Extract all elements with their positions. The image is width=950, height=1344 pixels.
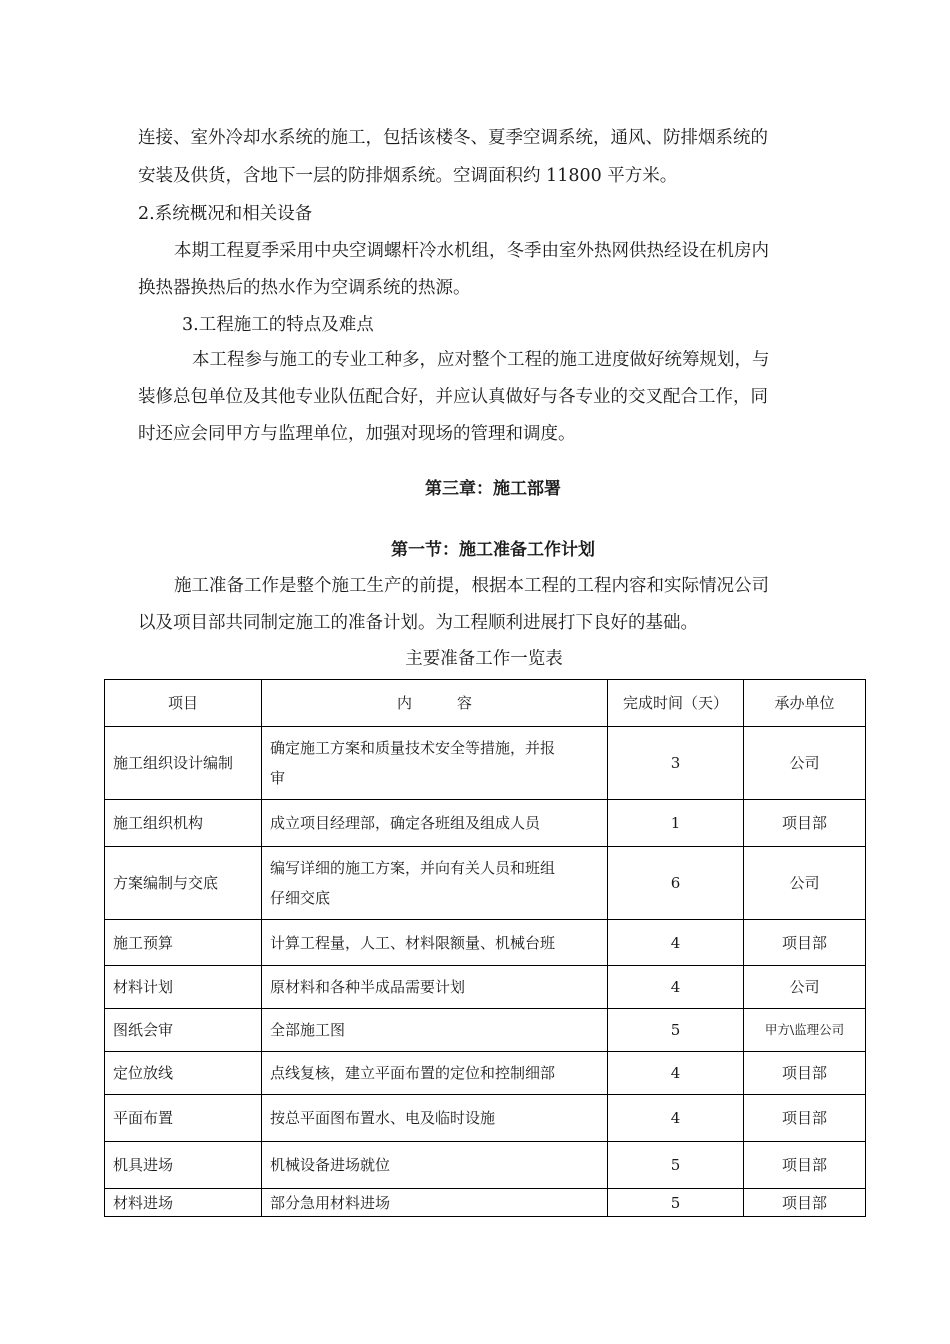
paragraph-line: 换热器换热后的热水作为空调系统的热源。 [138,278,471,298]
table-caption: 主要准备工作一览表 [405,649,563,669]
cell-days: 4 [608,920,744,966]
cell-content: 点线复核，建立平面布置的定位和控制细部 [262,1052,608,1095]
cell-item: 方案编制与交底 [105,847,262,920]
header-content: 内 容 [262,680,608,727]
header-days: 完成时间（天） [608,680,744,727]
cell-days: 4 [608,1052,744,1095]
cell-item: 材料计划 [105,966,262,1009]
chapter-title: 第三章：施工部署 [425,479,561,499]
paragraph-line: 本期工程夏季采用中央空调螺杆冷水机组，冬季由室外热网供热经设在机房内 [174,241,769,261]
table-row [105,1009,866,1052]
cell-unit: 项目部 [744,1189,866,1217]
subheading-system-overview: 2.系统概况和相关设备 [138,204,313,224]
paragraph-line: 连接、室外冷却水系统的施工，包括该楼冬、夏季空调系统，通风、防排烟系统的 [138,128,768,148]
paragraph-line: 本工程参与施工的专业工种多，应对整个工程的施工进度做好统筹规划，与 [192,350,770,370]
cell-days: 6 [608,847,744,920]
cell-content [262,727,608,800]
cell-unit: 公司 [744,966,866,1009]
paragraph-line: 施工准备工作是整个施工生产的前提，根据本工程的工程内容和实际情况公司 [174,576,769,596]
cell-content: 按总平面图布置水、电及临时设施 [262,1095,608,1142]
cell-content: 部分急用材料进场 [262,1189,608,1217]
table-row [105,847,866,920]
paragraph-line: 以及项目部共同制定施工的准备计划。为工程顺利进展打下良好的基础。 [138,613,698,633]
preparation-work-table [104,679,866,1217]
table-row [105,800,866,847]
cell-item: 施工预算 [105,920,262,966]
cell-unit: 公司 [744,847,866,920]
table-row [105,966,866,1009]
cell-item: 施工组织机构 [105,800,262,847]
cell-days: 5 [608,1009,744,1052]
cell-content: 计算工程量，人工、材料限额量、机械台班 [262,920,608,966]
cell-unit: 项目部 [744,920,866,966]
cell-content: 原材料和各种半成品需要计划 [262,966,608,1009]
cell-unit: 甲方\监理公司 [744,1009,866,1052]
cell-item: 定位放线 [105,1052,262,1095]
table-row [105,1142,866,1189]
cell-item: 图纸会审 [105,1009,262,1052]
cell-unit: 项目部 [744,1052,866,1095]
paragraph-line: 装修总包单位及其他专业队伍配合好，并应认真做好与各专业的交叉配合工作，同 [138,387,768,407]
table-header-row [105,680,866,727]
cell-days: 5 [608,1142,744,1189]
table-row [105,727,866,800]
table-row [105,1095,866,1142]
subheading-construction-features: 3.工程施工的特点及难点 [182,315,374,335]
cell-days: 5 [608,1189,744,1217]
cell-unit: 公司 [744,727,866,800]
cell-content-line: 仔细交底 [270,889,331,907]
cell-content: 全部施工图 [262,1009,608,1052]
cell-unit: 项目部 [744,1095,866,1142]
cell-item: 机具进场 [105,1142,262,1189]
table-row [105,920,866,966]
cell-item: 材料进场 [105,1189,262,1217]
cell-days: 4 [608,966,744,1009]
cell-days: 3 [608,727,744,800]
paragraph-line: 安装及供货，含地下一层的防排烟系统。空调面积约 11800 平方米。 [138,166,678,186]
cell-days: 1 [608,800,744,847]
section-title: 第一节：施工准备工作计划 [391,540,595,560]
cell-content-line: 审 [270,769,286,787]
table-row [105,1052,866,1095]
cell-content-line: 编写详细的施工方案，并向有关人员和班组 [270,859,556,877]
cell-content: 机械设备进场就位 [262,1142,608,1189]
cell-content-line: 确定施工方案和质量技术安全等措施，并报 [270,739,556,757]
header-item: 项目 [105,680,262,727]
cell-item: 施工组织设计编制 [105,727,262,800]
cell-content: 成立项目经理部，确定各班组及组成人员 [262,800,608,847]
table-row [105,1189,866,1217]
paragraph-line: 时还应会同甲方与监理单位，加强对现场的管理和调度。 [138,424,576,444]
cell-unit: 项目部 [744,1142,866,1189]
cell-days: 4 [608,1095,744,1142]
cell-content [262,847,608,920]
header-unit: 承办单位 [744,680,866,727]
cell-item: 平面布置 [105,1095,262,1142]
cell-unit: 项目部 [744,800,866,847]
